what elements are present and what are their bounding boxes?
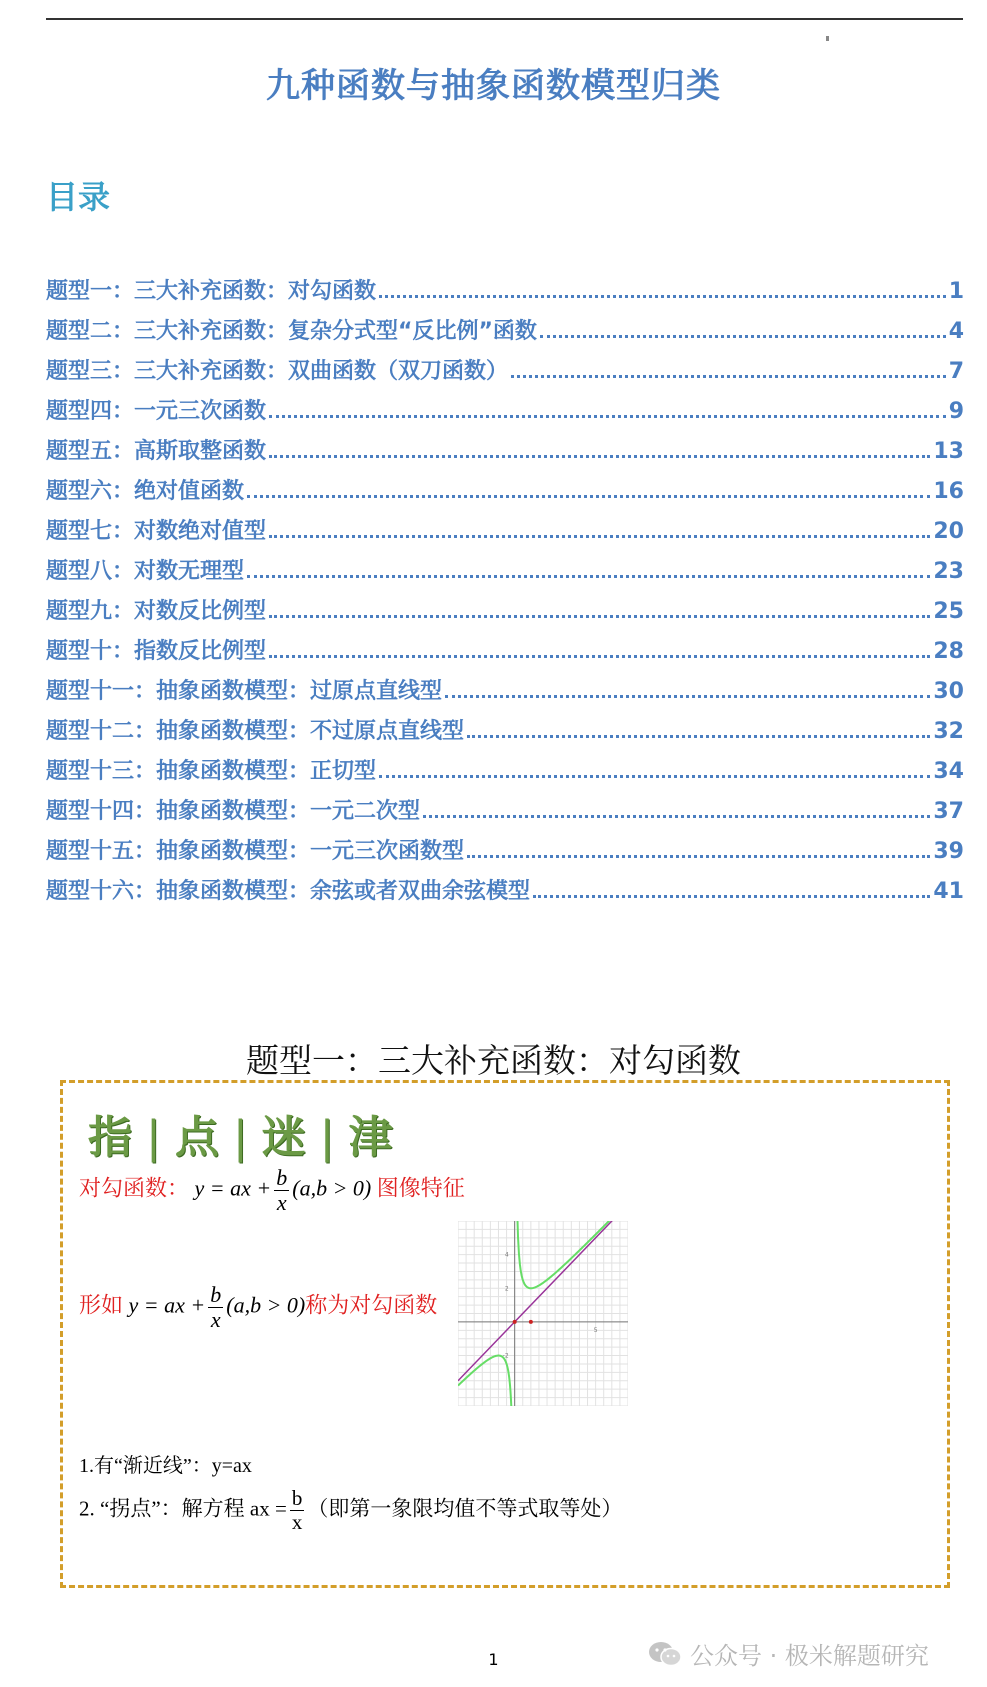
y-tick-label: -2: [502, 1352, 509, 1360]
formula-suffix: (a,b > 0): [226, 1292, 306, 1318]
wechat-icon: [648, 1641, 682, 1667]
toc-entry[interactable]: [46, 274, 964, 314]
marked-point: [529, 1320, 533, 1324]
fraction-numerator: b: [210, 1282, 222, 1307]
watermark-text: 公众号 · 极米解题研究: [690, 1642, 929, 1670]
toc-entry-label: 题型九：对数反比例型: [46, 599, 267, 624]
header-rule: [46, 18, 963, 20]
definition-tail: 图像特征: [376, 1175, 465, 1201]
inflection-suffix: （即第一象限均值不等式取等处）: [307, 1496, 623, 1521]
toc-entry[interactable]: [46, 714, 964, 754]
toc-entry-label: 题型十：指数反比例型: [46, 639, 267, 664]
toc-entry[interactable]: [46, 474, 964, 514]
toc-entry-label: 题型一：三大补充函数：对勾函数: [46, 279, 377, 304]
toc-leader-dots: [247, 575, 930, 578]
toc-leader-dots: [533, 895, 930, 898]
toc-entry[interactable]: [46, 514, 964, 554]
toc-entry[interactable]: [46, 634, 964, 674]
toc-page-number: 28: [933, 639, 964, 664]
toc-page-number: 20: [933, 519, 964, 544]
toc-entry-label: 题型十六：抽象函数模型：余弦或者双曲余弦模型: [46, 879, 531, 904]
toc-page-number: 23: [933, 559, 964, 584]
tip-char: 津: [348, 1112, 397, 1163]
toc-entry-label: 题型八：对数无理型: [46, 559, 245, 584]
formula-prefix: y = ax +: [128, 1292, 206, 1318]
toc-entry-label: 题型二：三大补充函数：复杂分式型“反比例”函数: [46, 319, 537, 344]
toc-page-number: 16: [933, 479, 964, 504]
toc-leader-dots: [269, 455, 930, 458]
fraction: [208, 1283, 223, 1332]
toc-page-number: 4: [948, 319, 964, 344]
nike-function-graph: [458, 1221, 628, 1406]
fraction-numerator: b: [276, 1165, 288, 1190]
fraction: [290, 1487, 305, 1534]
tip-separator: |: [146, 1112, 165, 1163]
form-tail: 称为对勾函数: [305, 1292, 438, 1318]
toc-leader-dots: [269, 615, 930, 618]
tip-char: 点: [174, 1112, 223, 1163]
toc-page-number: 25: [933, 599, 964, 624]
toc-leader-dots: [540, 335, 946, 338]
toc-leader-dots: [269, 535, 930, 538]
toc-page-number: 9: [948, 399, 964, 424]
origin-point: [513, 1320, 517, 1324]
toc-page-number: 39: [933, 839, 964, 864]
toc-entry-label: 题型七：对数绝对值型: [46, 519, 267, 544]
y-tick-label: 2: [504, 1285, 509, 1293]
toc-page-number: 30: [933, 679, 964, 704]
inflection-note: [79, 1487, 622, 1534]
toc-leader-dots: [269, 415, 946, 418]
toc-entry[interactable]: [46, 594, 964, 634]
corner-mark: [826, 36, 829, 41]
toc-page-number: 41: [933, 879, 964, 904]
toc-entry[interactable]: [46, 874, 964, 914]
toc-page-number: 1: [948, 279, 964, 304]
form-label: 形如: [79, 1292, 124, 1318]
document-title: 九种函数与抽象函数模型归类: [266, 66, 721, 106]
tip-box: [60, 1080, 950, 1588]
fraction-denominator: x: [276, 1190, 287, 1216]
toc-leader-dots: [379, 775, 930, 778]
toc-entry-label: 题型十一：抽象函数模型：过原点直线型: [46, 679, 443, 704]
fraction-denominator: x: [210, 1307, 221, 1333]
toc-page-number: 32: [933, 719, 964, 744]
toc-entry-label: 题型三：三大补充函数：双曲函数（双刀函数）: [46, 359, 509, 384]
toc-entry[interactable]: [46, 314, 964, 354]
toc-entry[interactable]: [46, 834, 964, 874]
fraction: [274, 1166, 289, 1215]
section-title: 题型一：三大补充函数：对勾函数: [246, 1041, 741, 1080]
toc-entry-label: 题型六：绝对值函数: [46, 479, 245, 504]
toc-entry[interactable]: [46, 754, 964, 794]
y-tick-label: 4: [504, 1251, 509, 1259]
formula-prefix: y = ax +: [194, 1175, 272, 1201]
toc-leader-dots: [467, 735, 930, 738]
toc-leader-dots: [423, 815, 930, 818]
toc-entry[interactable]: [46, 674, 964, 714]
fraction-numerator: b: [291, 1486, 303, 1510]
toc-heading: 目录: [46, 178, 111, 216]
toc-leader-dots: [467, 855, 930, 858]
toc-entry-label: 题型四：一元三次函数: [46, 399, 267, 424]
watermark: [648, 1636, 929, 1671]
page-number: 1: [488, 1650, 499, 1669]
table-of-contents: [46, 274, 964, 914]
tip-char: 迷: [261, 1112, 310, 1163]
toc-entry[interactable]: [46, 794, 964, 834]
toc-leader-dots: [247, 495, 930, 498]
toc-page-number: 7: [948, 359, 964, 384]
asymptote-note: 1.有“渐近线”：y=ax: [79, 1455, 252, 1477]
asymptote-line: [458, 1221, 628, 1381]
form-line: [79, 1283, 437, 1332]
toc-page-number: 13: [933, 439, 964, 464]
toc-entry-label: 题型十四：抽象函数模型：一元二次型: [46, 799, 421, 824]
toc-entry-label: 题型十三：抽象函数模型：正切型: [46, 759, 377, 784]
toc-entry[interactable]: [46, 394, 964, 434]
tip-separator: |: [232, 1112, 252, 1163]
x-tick-label: 5: [593, 1326, 598, 1334]
formula-suffix: (a,b > 0): [292, 1175, 372, 1201]
toc-entry[interactable]: [46, 434, 964, 474]
definition-line: [79, 1166, 465, 1215]
toc-page-number: 34: [933, 759, 964, 784]
inflection-label: 2. “拐点”：解方程: [79, 1496, 245, 1521]
toc-entry-label: 题型十二：抽象函数模型：不过原点直线型: [46, 719, 465, 744]
toc-leader-dots: [445, 695, 930, 698]
toc-entry[interactable]: [46, 354, 964, 394]
toc-leader-dots: [379, 295, 946, 298]
toc-leader-dots: [511, 375, 946, 378]
equation-left: ax =: [249, 1496, 287, 1521]
definition-label: 对勾函数：: [79, 1175, 190, 1201]
fraction-denominator: x: [291, 1510, 303, 1535]
toc-entry-label: 题型十五：抽象函数模型：一元三次函数型: [46, 839, 465, 864]
toc-leader-dots: [269, 655, 930, 658]
tip-char: 指: [88, 1112, 136, 1163]
tip-separator: |: [319, 1112, 339, 1163]
toc-page-number: 37: [933, 799, 964, 824]
tip-heading: [88, 1101, 396, 1165]
toc-entry-label: 题型五：高斯取整函数: [46, 439, 267, 464]
toc-entry[interactable]: [46, 554, 964, 594]
